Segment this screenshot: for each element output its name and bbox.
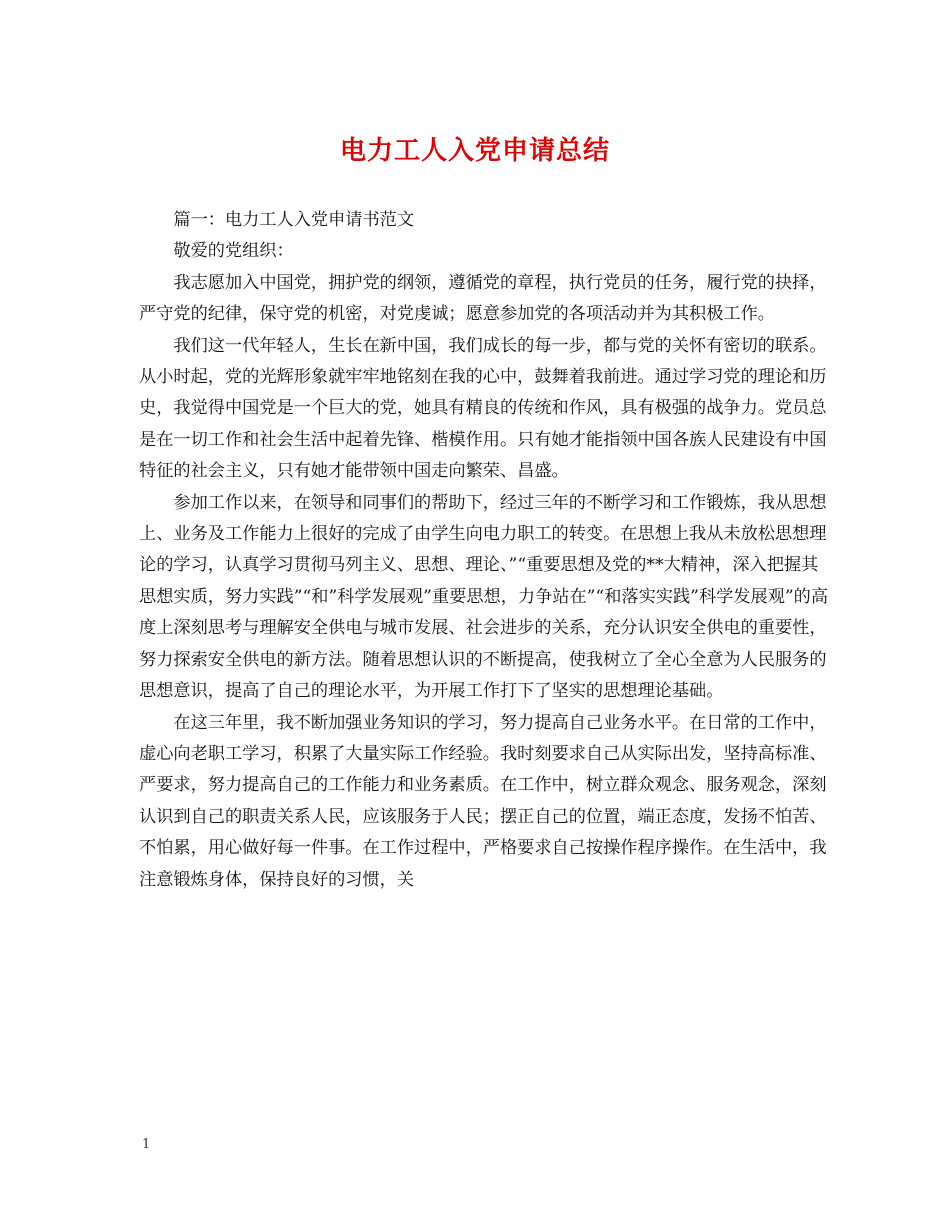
document-title: 电力工人入党申请总结 — [339, 136, 610, 166]
document-body — [139, 205, 829, 896]
body-paragraph: 参加工作以来，在领导和同事们的帮助下，经过三年的不断学习和工作锻炼，我从思想上、业务及工作能力上很好的完成了由学生向电力职工的转变。在思想上我从未放松思想理论的学习，认真学习贯彻马列主义、思想、理论、”“重要思想及党的**大精神，深入把握其思想实质，努力实践”“和”科学发展观”重要思想，力争站在”“和落实实践”科学发展观”的高度上深刻思考与理解安全供电与城市发展、社会进步的关系，充分认识安全供电的重要性，努力探索安全供电的新方法。随着思想认识的不断提高，使我树立了全心全意为人民服务的思想意识，提高了自己的理论水平，为开展工作打下了坚实的思想理论基础。 — [139, 492, 829, 702]
salutation: 敬爱的党组织： — [173, 241, 294, 262]
body-paragraph: 在这三年里，我不断加强业务知识的学习，努力提高自己业务水平。在日常的工作中，虚心向老职工学习，积累了大量实际工作经验。我时刻要求自己从实际出发，坚持高标准、严要求，努力提高自己的工作能力和业务素质。在工作中，树立群众观念、服务观念，深刻认识到自己的职责关系人民，应该服务于人民；摆正自己的位置，端正态度，发扬不怕苦、不怕累，用心做好每一件事。在工作过程中，严格要求自己按操作程序操作。在生活中，我注意锻炼身体，保持良好的习惯，关 — [139, 712, 827, 890]
body-paragraph: 我志愿加入中国党，拥护党的纲领，遵循党的章程，执行党员的任务，履行党的抉择，严守党的纪律，保守党的机密，对党虔诚；愿意参加党的各项活动并为其积极工作。 — [139, 272, 827, 325]
section-heading: 篇一：电力工人入党申请书范文 — [173, 210, 415, 230]
body-paragraph: 我们这一代年轻人，生长在新中国，我们成长的每一步，都与党的关怀有密切的联系。从小时起，党的光辉形象就牢牢地铭刻在我的心中，鼓舞着我前进。通过学习党的理论和历史，我觉得中国党是一个巨大的党，她具有精良的传统和作风，具有极强的战争力。党员总是在一切工作和社会生活中起着先锋、楷模作用。只有她才能指领中国各族人民建设有中国特征的社会主义，只有她才能带领中国走向繁荣、昌盛。 — [139, 335, 827, 482]
page-number: 1 — [142, 1137, 151, 1152]
